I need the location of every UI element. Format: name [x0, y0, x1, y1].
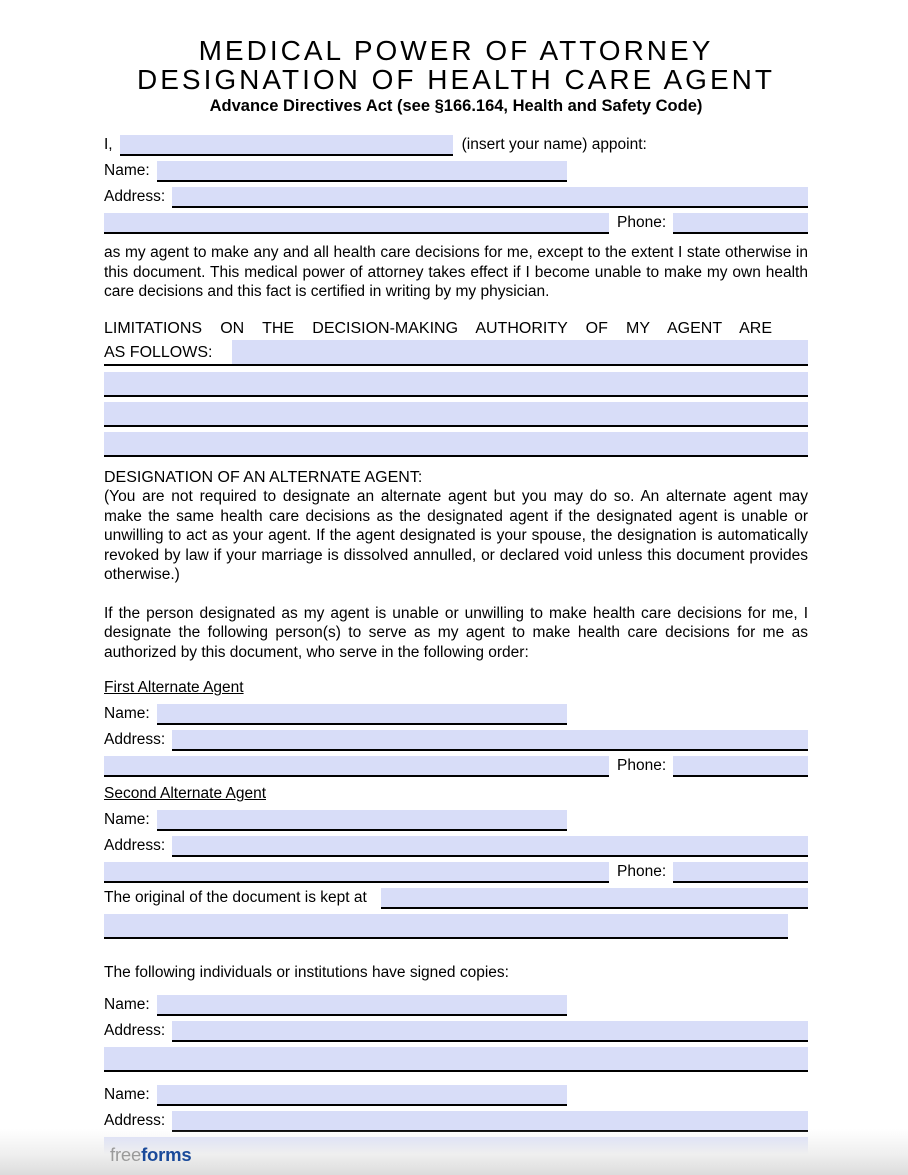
first-alternate-address-row [104, 730, 808, 751]
form-title-line2: DESIGNATION OF HEALTH CARE AGENT [137, 64, 775, 95]
second-alternate-address-row [104, 836, 808, 857]
designation-order-paragraph: If the person designated as my agent is unable or unwilling to make health care decisions for me, I designate the following person(s) to serve as my agent to make health care decisions for me as authorized by this document, who serve in the following order: [104, 604, 808, 661]
signed-copy2-name-row [104, 1085, 808, 1106]
kept-at-line1-field[interactable] [381, 888, 808, 909]
signed-copies-label: The following individuals or institutions have signed copies: [104, 964, 509, 981]
limitations-line2-field[interactable] [104, 372, 808, 397]
agent-authority-paragraph: as my agent to make any and all health care decisions for me, except to the extent I state otherwise in this document. This medical power of attorney takes effect if I become unable to make my own health care decisions and this fact is certified in writing by my physician. [104, 244, 808, 300]
agent-phone-label: Phone: [617, 214, 667, 231]
signed-copy2-name-field[interactable] [157, 1085, 567, 1106]
signed-copy1-address-label: Address: [104, 1022, 166, 1039]
agent-name-field[interactable] [157, 161, 567, 182]
first-alternate-address2-phone-row [104, 756, 808, 777]
first-alternate-phone-field[interactable] [673, 756, 808, 777]
signed-copy2-name-label: Name: [104, 1086, 150, 1103]
i-prefix-label: I, [104, 136, 113, 153]
agent-name-label: Name: [104, 162, 150, 179]
limitations-heading-line1: LIMITATIONS ON THE DECISION-MAKING AUTHORITY OF MY AGENT ARE [104, 319, 772, 337]
second-alternate-name-label: Name: [104, 811, 150, 828]
kept-at-line2-field[interactable] [104, 914, 788, 939]
first-alternate-heading: First Alternate Agent [104, 679, 244, 696]
logo-free-text: free [110, 1144, 142, 1165]
limitations-line3-field[interactable] [104, 402, 808, 427]
signed-copy1-name-row [104, 995, 808, 1016]
as-follows-label: AS FOLLOWS: [104, 343, 213, 361]
principal-agent-block [104, 135, 808, 234]
limitations-line4-field[interactable] [104, 432, 808, 457]
second-alternate-address-line2-field[interactable] [104, 862, 609, 883]
agent-name-row [104, 161, 808, 182]
first-alternate-address-line1-field[interactable] [172, 730, 808, 751]
principal-name-row [104, 135, 808, 156]
principal-name-field[interactable] [120, 135, 453, 156]
second-alternate-name-row [104, 810, 808, 831]
first-alternate-name-row [104, 704, 808, 725]
limitations-line1-field[interactable] [232, 340, 808, 364]
second-alternate-phone-label: Phone: [617, 863, 667, 880]
second-alternate-heading: Second Alternate Agent [104, 785, 267, 802]
form-header [104, 0, 808, 116]
signed-copy2-address-label: Address: [104, 1112, 166, 1129]
insert-name-suffix-label: (insert your name) appoint: [461, 136, 647, 153]
first-alternate-name-field[interactable] [157, 704, 567, 725]
agent-address-line1-field[interactable] [172, 187, 808, 208]
signed-copy1-address-row [104, 1021, 808, 1042]
signed-copy1-name-label: Name: [104, 996, 150, 1013]
signed-copy1-address-line2-field[interactable] [104, 1047, 808, 1072]
first-alternate-name-label: Name: [104, 705, 150, 722]
signed-copy1-address-line1-field[interactable] [172, 1021, 808, 1042]
footer-band [0, 1129, 908, 1175]
agent-address2-phone-row [104, 213, 808, 234]
kept-at-row [104, 888, 808, 909]
second-alternate-address-line1-field[interactable] [172, 836, 808, 857]
agent-phone-field[interactable] [673, 213, 808, 234]
designation-note-paragraph: (You are not required to designate an alternate agent but you may do so. An alternate agent may make the same health care decisions as the designated agent if the designated agent is unable or unwilling to act as your agent. If the agent designated is your spouse, the designation is automatically revoked by law if your marriage is dissolved annulled, or declared void unless this document provides otherwise.) [104, 488, 808, 583]
limitations-as-follows-row [104, 340, 808, 366]
second-alternate-name-field[interactable] [157, 810, 567, 831]
agent-address-row [104, 187, 808, 208]
kept-at-label: The original of the document is kept at [104, 889, 367, 906]
form-subtitle: Advance Directives Act (see §166.164, Health and Safety Code) [209, 97, 703, 115]
agent-address-label: Address: [104, 188, 166, 205]
freeforms-logo [110, 1144, 192, 1166]
first-alternate-address-line2-field[interactable] [104, 756, 609, 777]
signed-copy1-name-field[interactable] [157, 995, 567, 1016]
agent-address-line2-field[interactable] [104, 213, 609, 234]
second-alternate-phone-field[interactable] [673, 862, 808, 883]
first-alternate-phone-label: Phone: [617, 757, 667, 774]
form-title-line1: MEDICAL POWER OF ATTORNEY [198, 35, 714, 66]
first-alternate-address-label: Address: [104, 731, 166, 748]
form-content [104, 0, 808, 1162]
logo-forms-text: forms [141, 1144, 192, 1165]
second-alternate-address-label: Address: [104, 837, 166, 854]
designation-heading: DESIGNATION OF AN ALTERNATE AGENT: [104, 468, 423, 486]
second-alternate-address2-phone-row [104, 862, 808, 883]
